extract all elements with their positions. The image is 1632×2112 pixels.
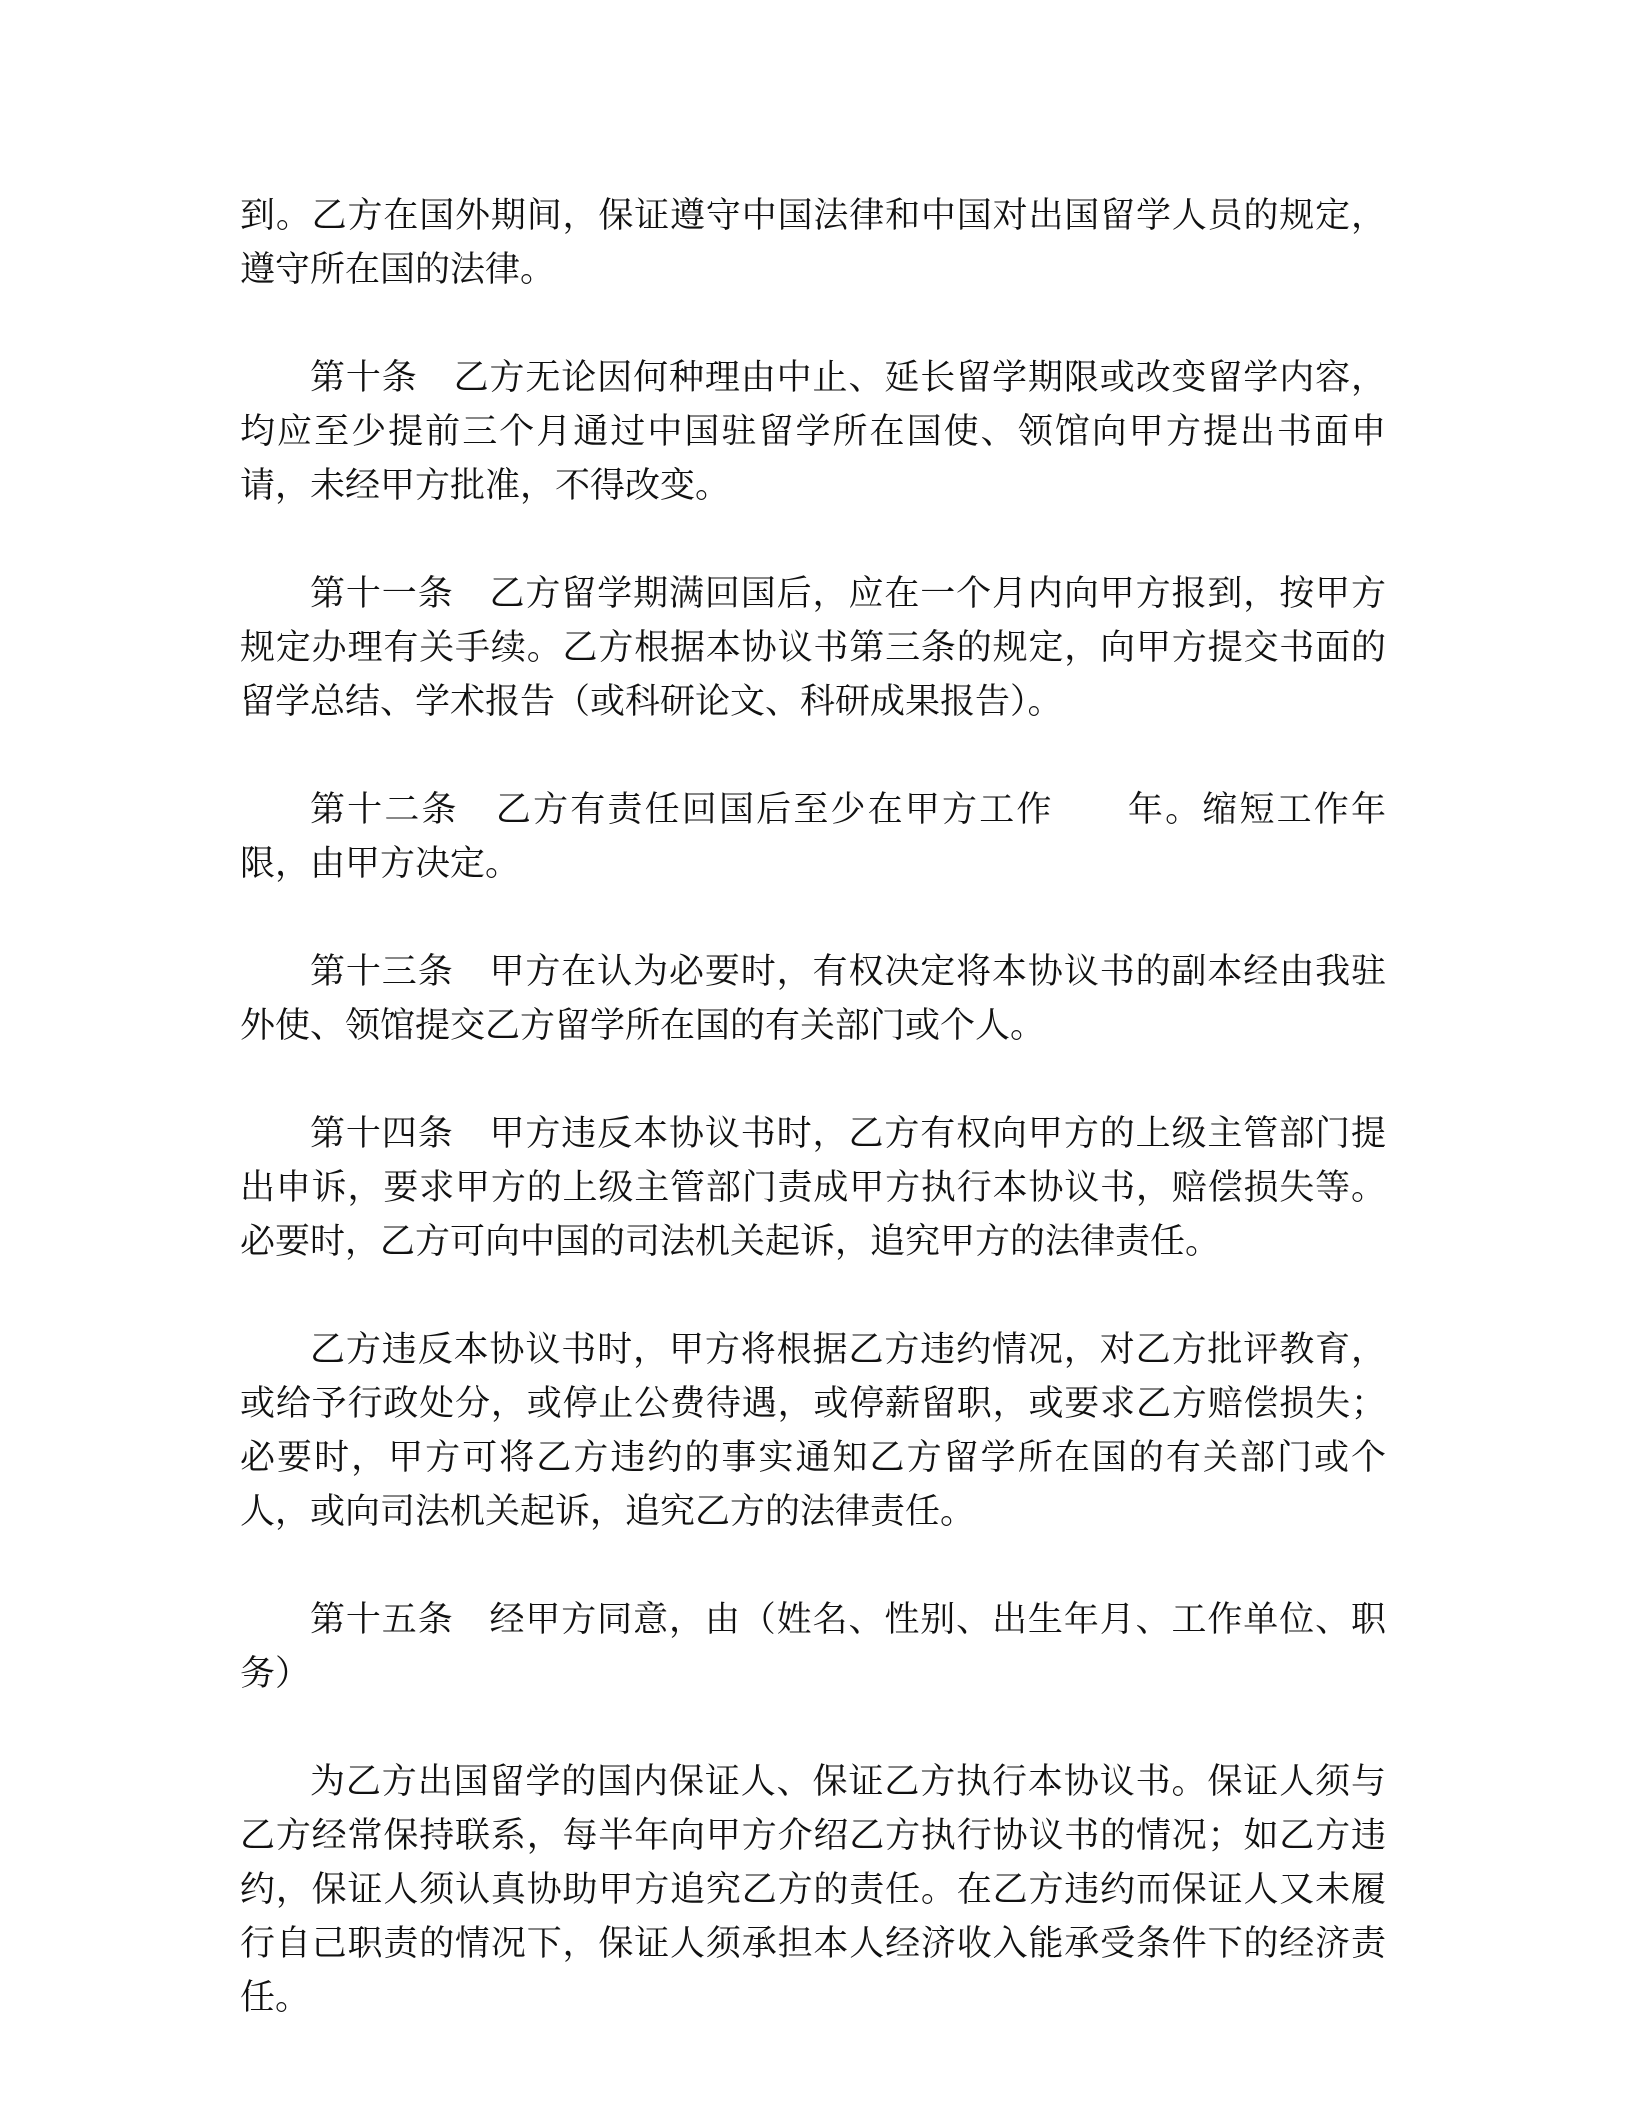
paragraph-article-13: 第十三条 甲方在认为必要时，有权决定将本协议书的副本经由我驻外使、领馆提交乙方留学所在国的有关部门或个人。 bbox=[240, 952, 1386, 1046]
paragraph-article-11: 第十一条 乙方留学期满回国后，应在一个月内向甲方报到，按甲方规定办理有关手续。乙方根据本协议书第三条的规定，向甲方提交书面的留学总结、学术报告（或科研论文、科研成果报告）。 bbox=[240, 574, 1386, 722]
document-body bbox=[240, 189, 1386, 2025]
paragraph-article-10: 第十条 乙方无论因何种理由中止、延长留学期限或改变留学内容，均应至少提前三个月通过中国驻留学所在国使、领馆向甲方提出书面申请，未经甲方批准，不得改变。 bbox=[240, 358, 1386, 506]
paragraph-article-15: 第十五条 经甲方同意，由（姓名、性别、出生年月、工作单位、职务） bbox=[240, 1600, 1386, 1694]
paragraph-continuation: 到。乙方在国外期间，保证遵守中国法律和中国对出国留学人员的规定，遵守所在国的法律。 bbox=[240, 196, 1386, 290]
paragraph-article-14: 第十四条 甲方违反本协议书时，乙方有权向甲方的上级主管部门提出申诉，要求甲方的上级主管部门责成甲方执行本协议书，赔偿损失等。必要时，乙方可向中国的司法机关起诉，追究甲方的法律责任。 bbox=[240, 1114, 1386, 1262]
paragraph-article-14-party-b: 乙方违反本协议书时，甲方将根据乙方违约情况，对乙方批评教育，或给予行政处分，或停止公费待遇，或停薪留职，或要求乙方赔偿损失；必要时，甲方可将乙方违约的事实通知乙方留学所在国的有关部门或个人，或向司法机关起诉，追究乙方的法律责任。 bbox=[240, 1330, 1386, 1532]
paragraph-article-12: 第十二条 乙方有责任回国后至少在甲方工作 年。缩短工作年限，由甲方决定。 bbox=[240, 790, 1386, 884]
paragraph-article-15-guarantor: 为乙方出国留学的国内保证人、保证乙方执行本协议书。保证人须与乙方经常保持联系，每半年向甲方介绍乙方执行协议书的情况；如乙方违约，保证人须认真协助甲方追究乙方的责任。在乙方违约而保证人又未履行自己职责的情况下，保证人须承担本人经济收入能承受条件下的经济责任。 bbox=[240, 1762, 1386, 2018]
